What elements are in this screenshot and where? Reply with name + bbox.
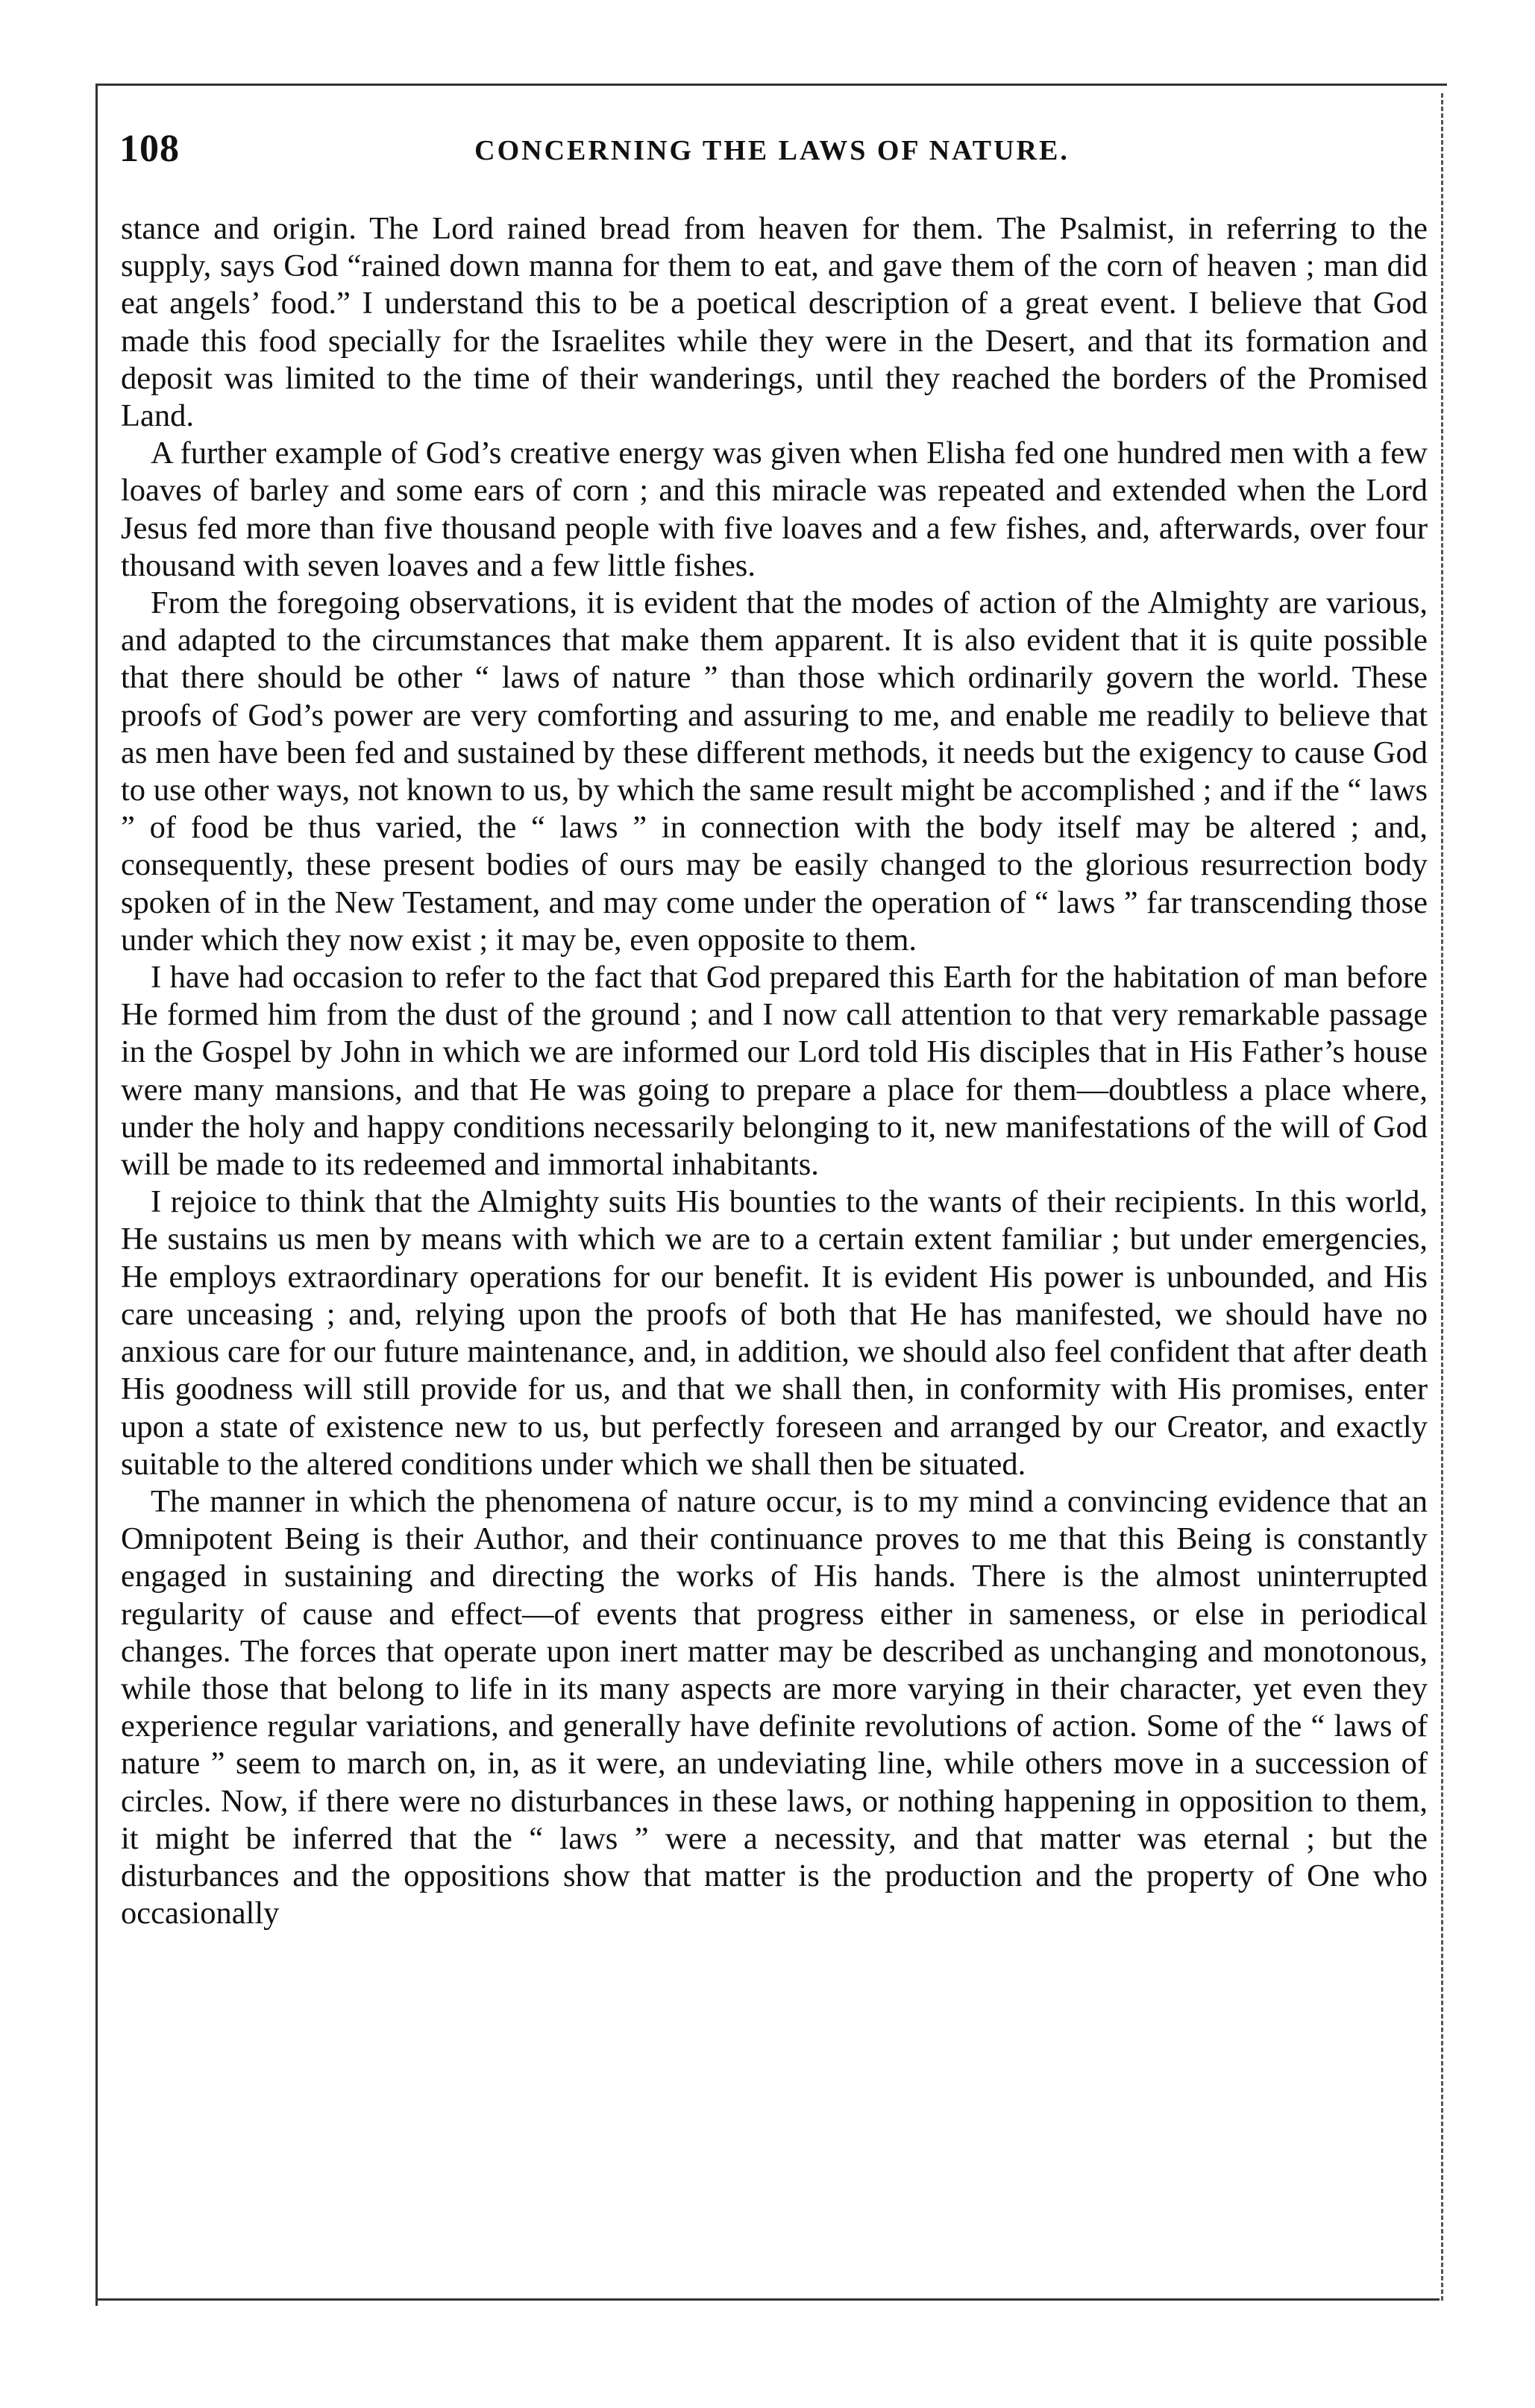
page-border-top [97,84,1447,86]
page-body [121,210,1428,1932]
page-border-left [95,84,98,2306]
paragraph-3: From the foregoing observations, it is evident that the modes of action of the Almighty are various, and adapted to the circumstances that make them apparent. It is also evident that it is quite possible that there should be other “ laws of nature ” than those which ordinarily govern the world. These proofs of God’s power are very comforting and assuring to me, and enable me readily to believe that as men have been fed and sustained by these different methods, it needs but the exigency to cause God to use other ways, not known to us, by which the same result might be accomplished ; and if the “ laws ” of food be thus varied, the “ laws ” in connection with the body itself may be altered ; and, consequently, these present bodies of ours may be easily changed to the glorious resurrection body spoken of in the New Testament, and may come under the operation of “ laws ” far transcending those under which they now exist ; it may be, even opposite to them. [121,585,1428,958]
page-header [119,127,1425,179]
paragraph-1: stance and origin. The Lord rained bread from heaven for them. The Psalmist, in referring to the supply, says God “rained down manna for them to eat, and gave them of the corn of heaven ; man did eat angels’ food.” I understand this to be a poetical description of a great event. I believe that God made this food specially for the Israelites while they were in the Desert, and that its formation and deposit was limited to the time of their wanderings, until they reached the borders of the Promised Land. [121,211,1428,434]
paragraph-6: The manner in which the phenomena of nature occur, is to my mind a convincing evidence that an Omnipotent Being is their Author, and their continuance proves to me that this Being is constantly engaged in sustaining and directing the works of His hands. There is the almost uninterrupted regularity of cause and effect—of events that progress either in sameness, or else in periodical changes. The forces that operate upon inert matter may be described as unchanging and monotonous, while those that belong to life in its many aspects are more varying in their character, yet even they experience regular variations, and generally have definite revolutions of action. Some of the “ laws of nature ” seem to march on, in, as it were, an undeviating line, while others move in a succession of circles. Now, if there were no disturbances in these laws, or nothing happening in opposition to them, it might be inferred that the “ laws ” were a necessity, and that matter was eternal ; but the disturbances and the oppositions show that matter is the production and the property of One who occasionally [121,1483,1428,1931]
page-border-right [1441,93,1443,2301]
running-title: CONCERNING THE LAWS OF NATURE. [474,135,1070,166]
page-border-bottom [97,2298,1440,2301]
paragraph-5: I rejoice to think that the Almighty suits His bounties to the wants of their recipients. In this world, He sustains us men by means with which we are to a certain extent familiar ; but under emergencies, He employs extraordinary operations for our benefit. It is evident His power is unbounded, and His care unceasing ; and, relying upon the proofs of both that He has manifested, we should have no anxious care for our future maintenance, and, in addition, we should also feel confident that after death His goodness will still provide for us, and that we shall then, in conformity with His promises, enter upon a state of existence new to us, but perfectly foreseen and arranged by our Creator, and exactly suitable to the altered conditions under which we shall then be situated. [121,1184,1428,1482]
page-number: 108 [119,128,180,170]
paragraph-4: I have had occasion to refer to the fact that God prepared this Earth for the habitation of man before He formed him from the dust of the ground ; and I now call attention to that very remarkable passage in the Gospel by John in which we are informed our Lord told His disciples that in His Father’s house were many mansions, and that He was going to prepare a place for them—doubtless a place where, under the holy and happy conditions necessarily belonging to it, new manifestations of the will of God will be made to its redeemed and immortal inhabitants. [121,960,1428,1183]
paragraph-2: A further example of God’s creative energy was given when Elisha fed one hundred men with a few loaves of barley and some ears of corn ; and this miracle was repeated and extended when the Lord Jesus fed more than five thousand people with five loaves and a few fishes, and, afterwards, over four thousand with seven loaves and a few little fishes. [121,436,1428,583]
